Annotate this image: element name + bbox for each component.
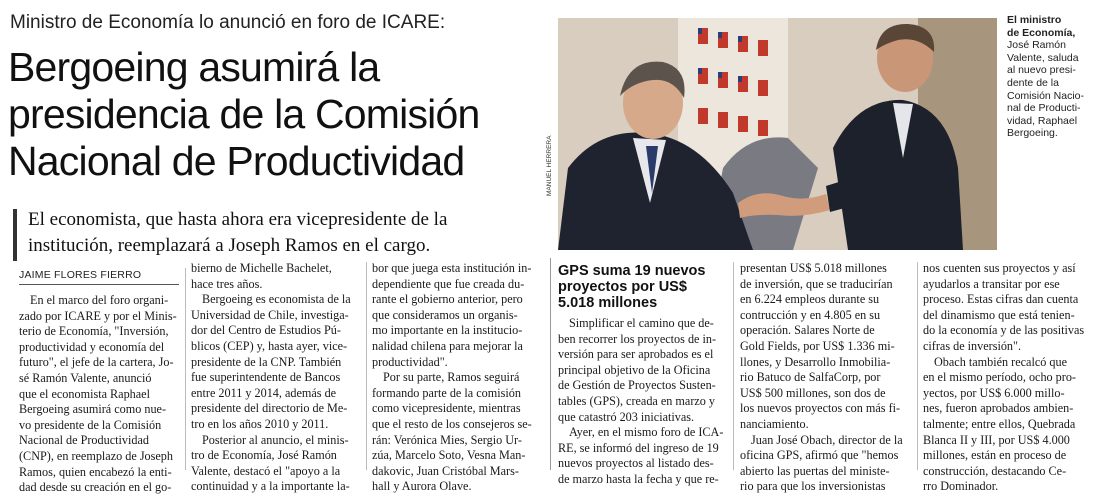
- text-line: futuro", el jefe de la cartera, Jo-: [19, 355, 174, 370]
- text-line: rio para que los inversionistas: [740, 479, 886, 494]
- text-line: dad desde su creación en el go-: [19, 480, 172, 495]
- dek-line: El economista, que hasta ahora era vicepresidente de la: [28, 209, 448, 230]
- text-line: tro en los años 2010 y 2011.: [191, 416, 329, 431]
- text-line: continuidad y a la importante la-: [191, 479, 350, 494]
- text-line: millones, están en proceso de: [923, 448, 1067, 463]
- column-rule: [733, 262, 734, 470]
- text-line: blicos (CEP) y, hasta ayer, vice-: [191, 338, 348, 353]
- dek-line: institución, reemplazará a Joseph Ramos en el cargo.: [28, 235, 431, 256]
- text-line: llones, y Desarrollo Inmobilia-: [740, 354, 891, 369]
- text-line: rro Dominador.: [923, 479, 999, 494]
- text-line: zado por ICARE y por el Minis-: [19, 308, 177, 323]
- column-rule: [185, 268, 186, 470]
- text-line: oficina GPS, afirmó que "hemos: [740, 448, 899, 463]
- sidebar-headline-line: 5.018 millones: [558, 295, 658, 311]
- text-line: construcción, destacando Ce-: [923, 463, 1067, 478]
- text-line: (CNP), en reemplazo de Joseph: [19, 448, 173, 463]
- text-line: contrucción y en 4.805 en su: [740, 307, 881, 322]
- column-rule: [917, 262, 918, 470]
- article-column-3: [372, 261, 542, 495]
- text-line: talmente; entre ellos, Quebrada: [923, 416, 1076, 431]
- text-line: en 6.224 empleos durante su: [740, 292, 880, 307]
- text-line: cifras de inversión".: [923, 338, 1022, 353]
- article-kicker: Ministro de Economía lo anunció en foro de ICARE:: [10, 12, 446, 33]
- text-line: Posterior al anuncio, el minis-: [202, 432, 349, 447]
- sidebar-headline-line: GPS suma 19 nuevos: [558, 263, 706, 279]
- text-line: principal objetivo de la Oficina: [558, 362, 711, 377]
- article-dek: [28, 207, 548, 259]
- text-line: rante el gobierno anterior, pero: [372, 292, 523, 307]
- text-line: ayudarlos a transitar por ese: [923, 276, 1060, 291]
- headline-line: presidencia de la Comisión: [8, 91, 480, 137]
- text-line: de Gestión de Proyectos Susten-: [558, 378, 716, 393]
- text-line: proceso. Estas cifras dan cuenta: [923, 292, 1079, 307]
- photo-credit: MANUEL HERRERA: [546, 135, 553, 196]
- column-rule: [366, 262, 367, 470]
- caption-line: al nuevo presi-: [1007, 64, 1076, 77]
- text-line: vo presidente de la Comisión: [19, 417, 162, 432]
- text-line: Ramos, quien encabezó la enti-: [19, 464, 172, 479]
- dek-accent-bar: [13, 209, 17, 261]
- text-line: los nuevos proyectos con más fi-: [740, 401, 901, 416]
- text-line: dakovic, Juan Cristóbal Mars-: [372, 463, 519, 478]
- text-line: Juan José Obach, director de la: [751, 432, 903, 447]
- text-line: productividad".: [372, 354, 448, 369]
- caption-line: dente de la: [1007, 76, 1059, 89]
- caption-line: Bergoeing.: [1007, 127, 1058, 140]
- caption-line: Comisión Nacio-: [1007, 89, 1085, 102]
- text-line: do la economía y de las positivas: [923, 323, 1085, 338]
- headline-line: Bergoeing asumirá la: [8, 44, 380, 90]
- caption-line: Valente, saluda: [1007, 51, 1079, 64]
- caption-line: El ministro: [1007, 14, 1062, 26]
- text-line: de marzo hasta la fecha y que re-: [558, 471, 719, 486]
- sidebar-rule: [550, 258, 551, 470]
- text-line: bor que juega esta institución in-: [372, 261, 532, 275]
- text-line: ben recorrer los proyectos de in-: [558, 331, 717, 346]
- text-line: que consideramos un organis-: [372, 307, 518, 322]
- text-line: nanciamiento.: [740, 416, 809, 431]
- text-line: del dinamismo que está tenien-: [923, 307, 1075, 322]
- article-column-2: [191, 261, 361, 495]
- text-line: abierto las puertas del ministe-: [740, 463, 890, 478]
- text-line: Bergoeing asumirá como nue-: [19, 402, 166, 417]
- text-line: En el marco del foro organi-: [30, 293, 169, 307]
- text-line: dependiente que fue creada du-: [372, 276, 525, 291]
- text-line: productividad y economía del: [19, 339, 165, 354]
- byline: JAIME FLORES FIERRO: [19, 269, 142, 281]
- text-line: tables (GPS), creada en marzo y: [558, 393, 716, 408]
- caption-line: vidad, Raphael: [1007, 114, 1078, 127]
- text-line: Simplificar el camino que de-: [569, 316, 714, 330]
- caption-line: de Economía,: [1007, 26, 1076, 39]
- sidebar-headline-line: proyectos por US$: [558, 279, 687, 295]
- text-line: terio de Economía, "Inversión,: [19, 324, 169, 339]
- text-line: operación. Salares Norte de: [740, 323, 875, 338]
- text-line: yectos, por US$ 6.000 millo-: [923, 385, 1065, 400]
- text-line: tro de Economía, José Ramón: [191, 448, 337, 463]
- text-line: nos cuenten sus proyectos y así: [923, 261, 1076, 275]
- news-photo: [558, 18, 997, 250]
- text-line: rio Batuco de SalfaCorp, por: [740, 370, 881, 385]
- text-line: formando parte de la comisión: [372, 385, 521, 400]
- text-line: de inversión, que se traducirían: [740, 276, 893, 291]
- photo-caption: [1007, 14, 1097, 140]
- caption-line: nal de Producti-: [1007, 102, 1081, 115]
- text-line: versión para ser aprobados es el: [558, 347, 714, 362]
- text-line: nes, fueron aprobados ambien-: [923, 401, 1074, 416]
- text-line: RE, se informó del ingreso de 19: [558, 440, 719, 455]
- text-line: Universidad de Chile, investiga-: [191, 307, 349, 322]
- text-line: presidente de la CNP. También: [191, 354, 342, 369]
- text-line: presentan US$ 5.018 millones: [740, 261, 887, 275]
- text-line: presidente del directorio de Me-: [191, 401, 348, 416]
- text-line: Blanca II y III, por US$ 4.000: [923, 432, 1070, 447]
- text-line: Bergoeing es economista de la: [202, 292, 351, 307]
- text-line: dor del Centro de Estudios Pú-: [191, 323, 341, 338]
- text-line: fue superintendente de Bancos: [191, 370, 341, 385]
- text-line: zúa, Marcelo Soto, Vesna Man-: [372, 448, 526, 463]
- text-line: que catastró 203 iniciativas.: [558, 409, 695, 424]
- text-line: Gold Fields, por US$ 1.336 mi-: [740, 338, 895, 353]
- text-line: hace tres años.: [191, 276, 263, 291]
- text-line: nalidad chilena para mejorar la: [372, 338, 523, 353]
- handshake-photo-illustration: [558, 18, 997, 250]
- text-line: Nacional de Productividad: [19, 433, 149, 448]
- headline-line: Nacional de Productividad: [8, 138, 465, 184]
- sidebar-column-2: [740, 261, 912, 495]
- text-line: que el resto de los consejeros se-: [372, 416, 532, 431]
- sidebar-column-3: [923, 261, 1095, 495]
- text-line: US$ 500 millones, son dos de: [740, 385, 886, 400]
- article-column-1: [19, 293, 181, 496]
- text-line: que el economista Raphael: [19, 386, 150, 401]
- text-line: en el mismo período, ocho pro-: [923, 370, 1076, 385]
- sidebar-column-1: [558, 316, 728, 488]
- text-line: como vicepresidente, mientras: [372, 401, 521, 416]
- text-line: bierno de Michelle Bachelet,: [191, 261, 332, 275]
- text-line: Ayer, en el mismo foro de ICA-: [569, 425, 724, 440]
- sidebar-headline: [558, 263, 728, 311]
- text-line: rán: Verónica Mies, Sergio Ur-: [372, 432, 522, 447]
- text-line: Obach también recalcó que: [934, 354, 1067, 369]
- byline-rule: [19, 284, 179, 285]
- text-line: sé Ramón Valente, anunció: [19, 370, 152, 385]
- article-headline: [8, 44, 548, 185]
- text-line: mo importante en la institucio-: [372, 323, 523, 338]
- text-line: Por su parte, Ramos seguirá: [383, 370, 520, 385]
- text-line: hall y Aurora Olave.: [372, 479, 472, 494]
- text-line: Valente, destacó el "apoyo a la: [191, 463, 341, 478]
- caption-line: José Ramón: [1007, 39, 1066, 52]
- text-line: entre 2011 y 2014, además de: [191, 385, 337, 400]
- text-line: nuevos proyectos al listado des-: [558, 456, 714, 471]
